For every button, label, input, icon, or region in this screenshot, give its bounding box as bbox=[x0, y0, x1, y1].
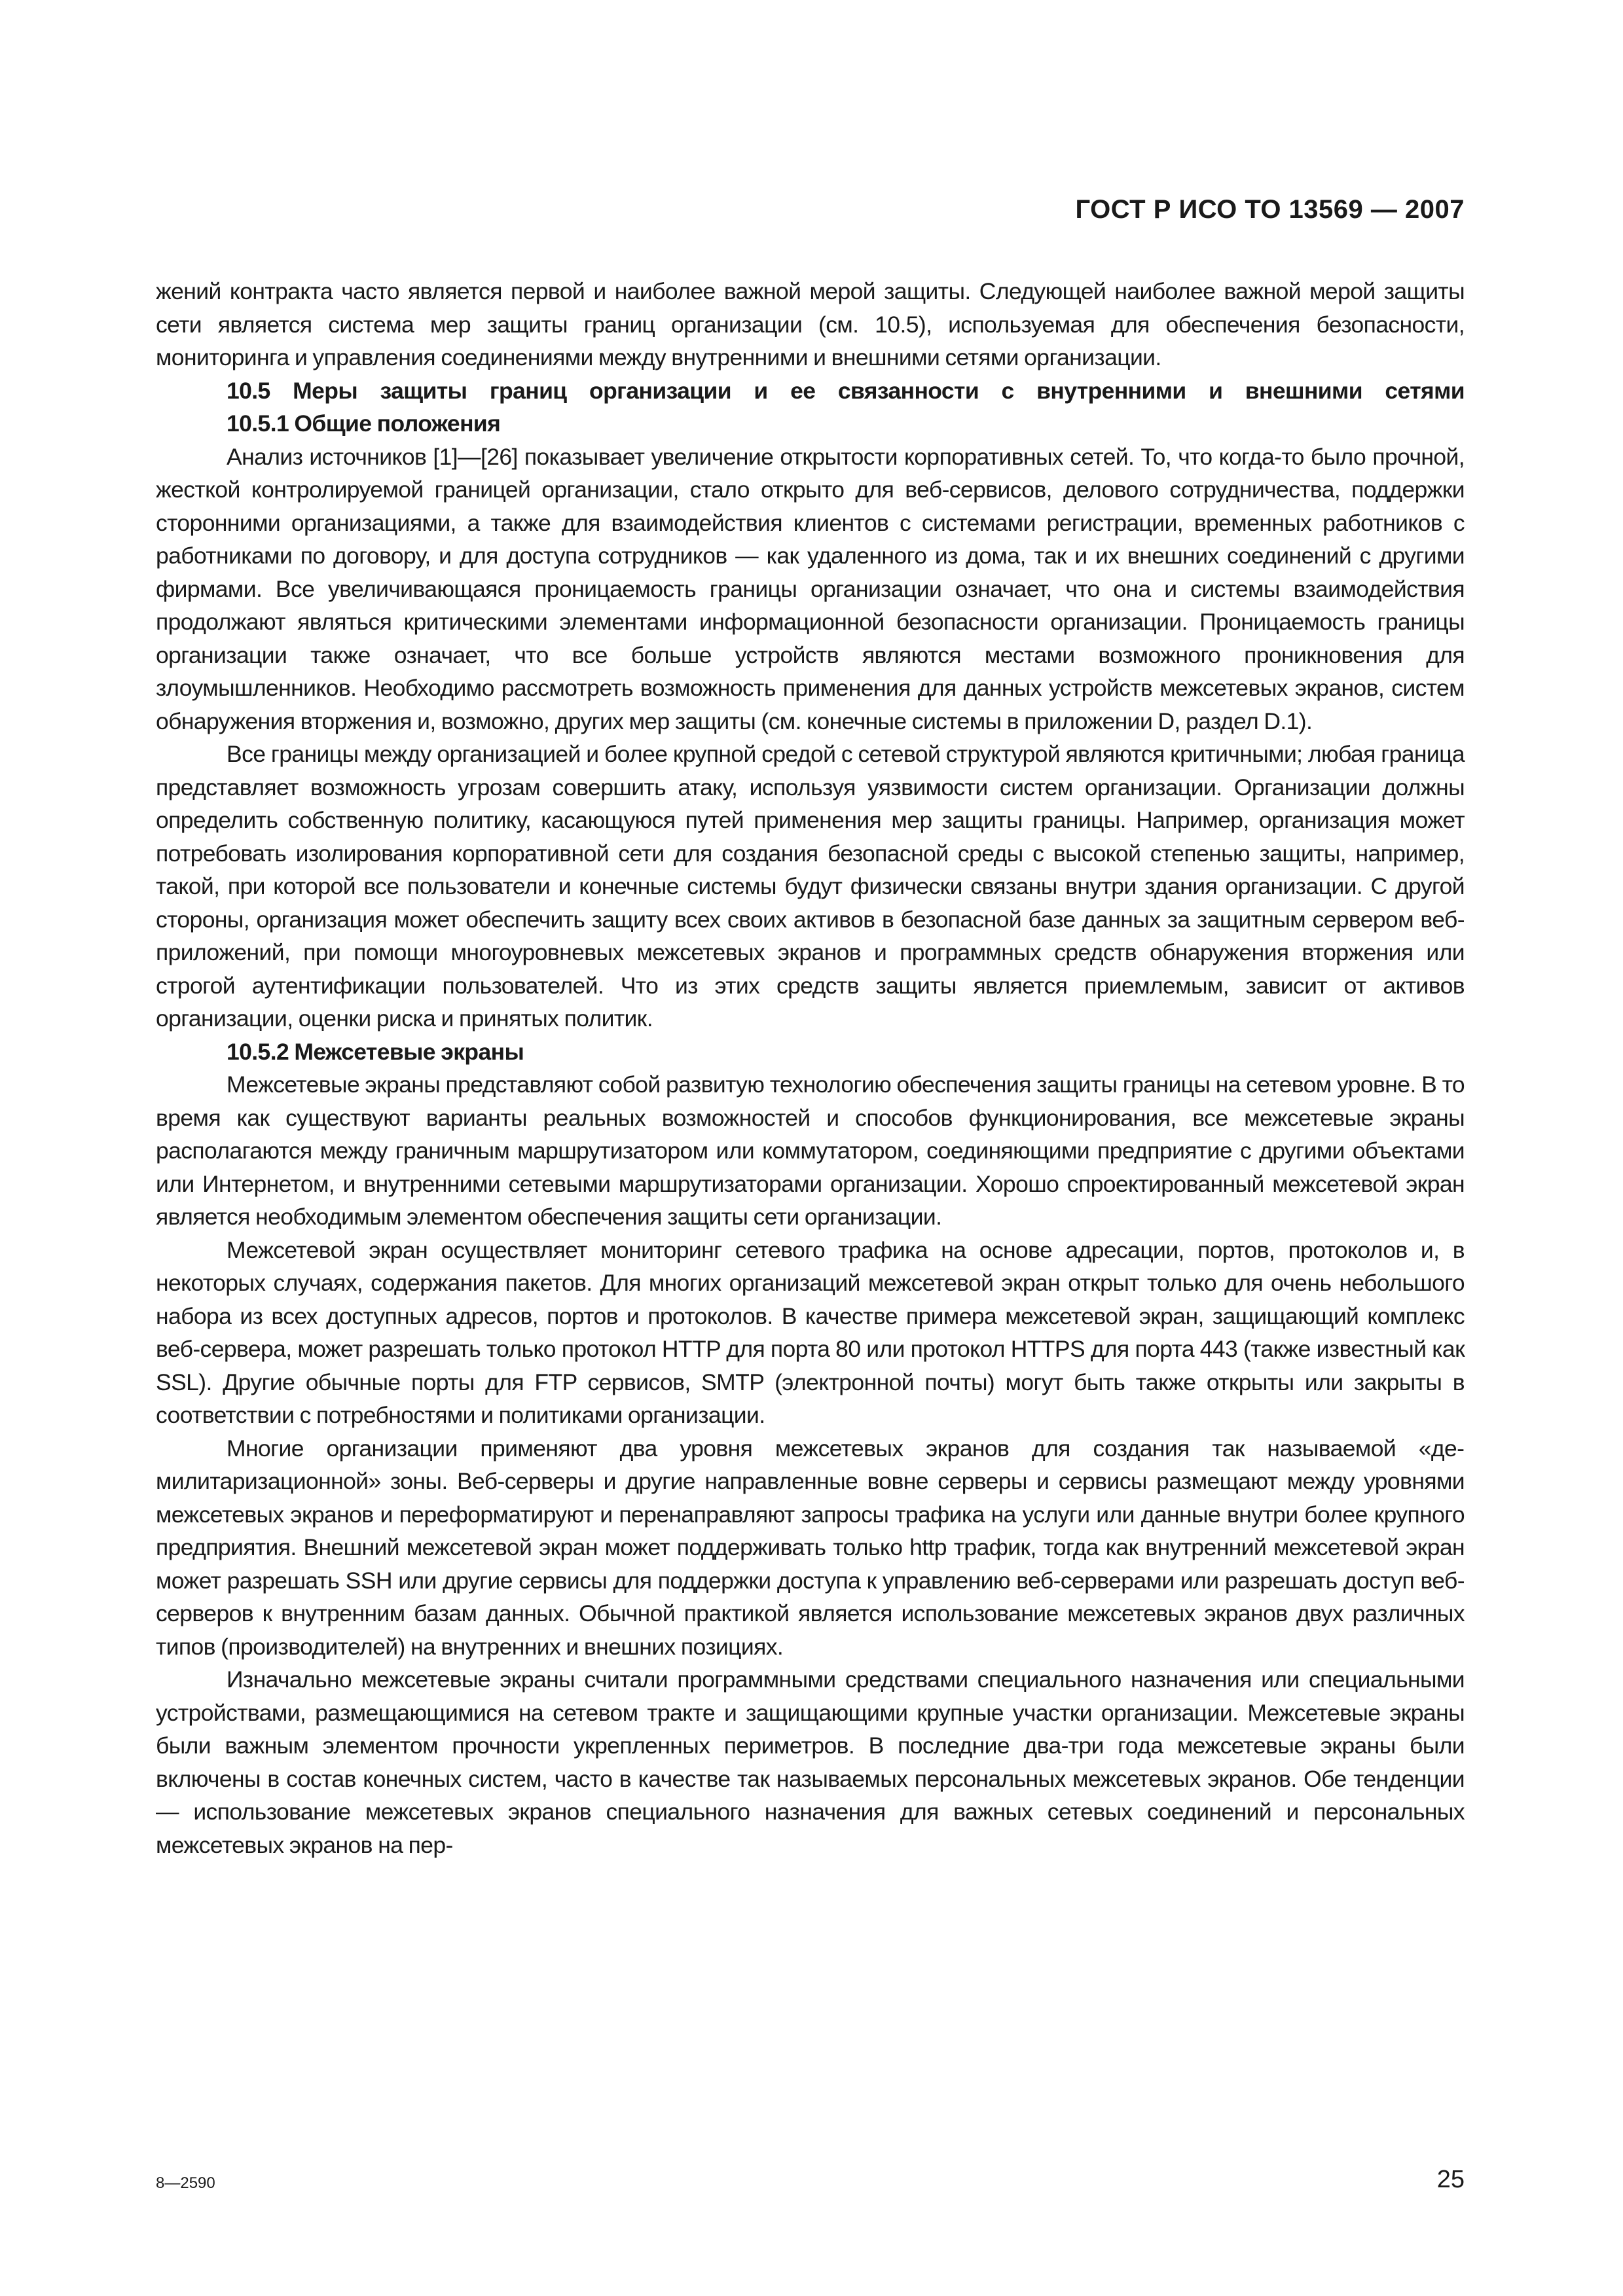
paragraph-continuation: жений контракта часто является первой и наиболее важной мерой защиты. Следующей наиболее важной мерой защиты сети является система мер защиты границ организации (см. 10.5), используемая для обеспечения безопасности, мониторинга и управления соединениями между внутренними и внешними сетями организации. bbox=[156, 278, 1465, 370]
section-heading-10-5: 10.5 Меры защиты границ организации и ее связанности с внутренними и внешними сетями bbox=[227, 377, 1465, 404]
paragraph-10-5-1-a: Анализ источников [1]—[26] показывает увеличение открытости корпоративных сетей. То, что когда-то было прочной, жесткой контролируемой границей организации, стало открыто для веб-сервисов, делового сотрудничества, поддержки сторонними организациями, а также для взаимодействия клиентов с системами регистрации, временных работников с работниками по договору, и для доступа сотрудников — как удаленного из дома, так и их внешних соединений с другими фирмами. Все увеличивающаяся проницаемость границы организации означает, что она и системы взаимодействия продолжают являться критическими элементами информационной безопасности организации. Проницаемость границы организации также означает, что все больше устройств являются местами возможного проникновения для злоумышленников. Необходимо рассмотреть возможность применения для данных устройств межсетевых экранов, систем обнаружения вторжения и, возможно, других мер защиты (см. конечные системы в приложении D, раздел D.1). bbox=[156, 443, 1465, 734]
subsection-heading-10-5-2: 10.5.2 Межсетевые экраны bbox=[227, 1038, 524, 1065]
sheet-code: 8—2590 bbox=[156, 2174, 215, 2192]
page-number: 25 bbox=[1436, 2166, 1465, 2193]
paragraph-10-5-2-d: Изначально межсетевые экраны считали программными средствами специального назначения или специальными устройствами, размещающимися на сетевом тракте и защищающими крупные участки организации. Межсетевые экраны были важным элементом прочности укрепленных периметров. В последние два-три года межсетевые экраны были включены в состав конечных систем, часто в качестве так называемых персональных межсетевых экранов. Обе тенденции — использование межсетевых экранов специального назначения для важных сетевых соединений и персональных межсетевых экранов на пер- bbox=[156, 1666, 1465, 1858]
paragraph-10-5-2-b: Межсетевой экран осуществляет мониторинг сетевого трафика на основе адресации, портов, протоколов и, в некоторых случаях, содержания пакетов. Для многих организаций межсетевой экран открыт только для очень небольшого набора из всех доступных адресов, портов и протоколов. В качестве примера межсетевой экран, защищающий комплекс веб-сервера, может разрешать только протокол HTTP для порта 80 или протокол HTTPS для порта 443 (также известный как SSL). Другие обычные порты для FTP сервисов, SMTP (электронной почты) могут быть также открыты или закрыты в соответствии с потребностями и политиками организации. bbox=[156, 1236, 1465, 1428]
paragraph-10-5-2-a: Межсетевые экраны представляют собой развитую технологию обеспечения защиты границы на сетевом уровне. В то время как существуют варианты реальных возможностей и способов функционирования, все межсетевые экраны располагаются между граничным маршрутизатором или коммутатором, соединяющими предприятие с другими объектами или Интернетом, и внутренними сетевыми маршрутизаторами организации. Хорошо спроектированный межсетевой экран является необходимым элементом обеспечения защиты сети организации. bbox=[156, 1071, 1465, 1230]
standard-header: ГОСТ Р ИСО ТО 13569 — 2007 bbox=[1075, 195, 1465, 224]
paragraph-10-5-2-c: Многие организации применяют два уровня межсетевых экранов для создания так называемой «демилитаризационной» зоны. Веб-серверы и другие направленные вовне серверы и сервисы размещают между уровнями межсетевых экранов и переформатируют и перенаправляют запросы трафика на услуги или данные внутри более крупного предприятия. Внешний межсетевой экран может поддерживать только http трафик, тогда как внутренний межсетевой экран может разрешать SSH или другие сервисы для поддержки доступа к управлению веб-серверами или разрешать доступ веб-серверов к внутренним базам данных. Обычной практикой является использование межсетевых экранов двух различных типов (производителей) на внутренних и внешних позициях. bbox=[156, 1435, 1465, 1660]
subsection-heading-10-5-1: 10.5.1 Общие положения bbox=[227, 410, 501, 437]
document-page bbox=[156, 0, 1465, 2296]
paragraph-10-5-1-b: Все границы между организацией и более крупной средой с сетевой структурой являются критичными; любая граница представляет возможность угрозам совершить атаку, используя уязвимости систем организации. Организации должны определить собственную политику, касающуюся путей применения мер защиты границы. Например, организация может потребовать изолирования корпоративной сети для создания безопасной среды с высокой степенью защиты, например, такой, при которой все пользователи и конечные системы будут физически связаны внутри здания организации. С другой стороны, организация может обеспечить защиту всех своих активов в безопасной базе данных за защитным сервером веб-приложений, при помощи многоуровневых межсетевых экранов и программных средств обнаружения вторжения или строгой аутентификации пользователей. Что из этих средств защиты является приемлемым, зависит от активов организации, оценки риска и принятых политик. bbox=[156, 741, 1465, 1031]
document-body bbox=[156, 275, 1465, 1861]
